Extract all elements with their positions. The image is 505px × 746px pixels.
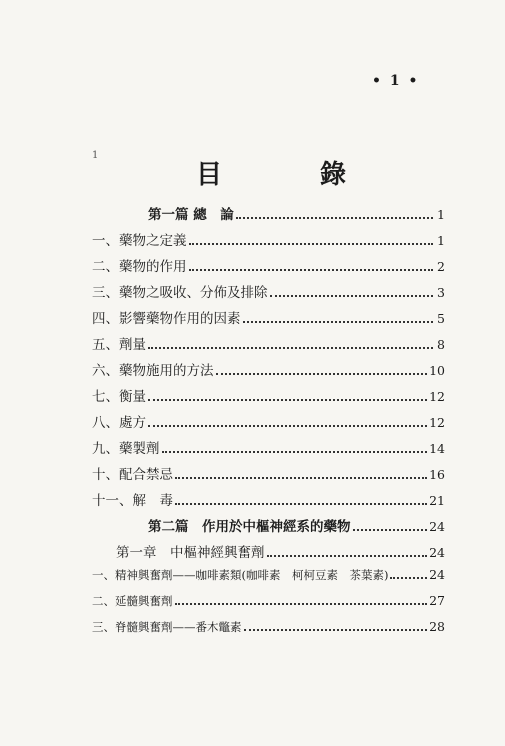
leader-dots: [353, 519, 428, 531]
toc-entry: [92, 385, 445, 405]
toc-entry: [92, 281, 445, 301]
leader-dots: [148, 389, 427, 401]
toc-entry-label: 三、脊髓興奮劑——番木鼈素: [92, 620, 242, 634]
toc-entry: [92, 333, 445, 353]
toc-entry: [92, 567, 445, 587]
toc-entry-label: 六、藥物施用的方法: [92, 363, 214, 379]
toc-title: [196, 154, 346, 191]
leader-dots: [189, 259, 434, 271]
toc-entry-page: 14: [429, 441, 445, 456]
toc-entry: [92, 255, 445, 275]
toc-entry-page: 24: [429, 567, 445, 582]
toc-entry-page: 8: [437, 337, 445, 352]
toc-entry-page: 12: [429, 415, 445, 430]
toc-entry-label: 一、藥物之定義: [92, 233, 187, 249]
toc-entry-page: 27: [429, 593, 445, 608]
toc-entry-label: 二、延髓興奮劑: [92, 594, 173, 608]
toc-entry-part-2: [148, 515, 445, 535]
leader-dots: [162, 441, 428, 453]
leader-dots: [236, 207, 433, 219]
toc-entry-label: 二、藥物的作用: [92, 259, 187, 275]
leader-dots: [148, 337, 433, 349]
toc-entry-part-1: [148, 203, 445, 223]
toc-entry: [92, 437, 445, 457]
toc-entry-page: 12: [429, 389, 445, 404]
toc-entry-label: 四、影響藥物作用的因素: [92, 311, 241, 327]
toc-entry: [92, 359, 445, 379]
margin-mark: 1: [92, 150, 99, 161]
toc-entry: [92, 307, 445, 327]
leader-dots: [390, 567, 427, 579]
toc-entry: [92, 411, 445, 431]
leader-dots: [216, 363, 428, 375]
leader-dots: [267, 545, 428, 557]
toc-entry-page: 24: [429, 519, 445, 534]
leader-dots: [270, 285, 434, 297]
toc-entry-label: 第一篇 總 論: [148, 207, 234, 223]
toc-entry: [92, 229, 445, 249]
toc-entry-page: 5: [437, 311, 445, 326]
toc-entry-page: 16: [429, 467, 445, 482]
toc-entry-label: 三、藥物之吸收、分佈及排除: [92, 285, 268, 301]
toc-entry: [92, 489, 445, 509]
toc-entry: [92, 593, 445, 613]
toc-entry-label: 一、精神興奮劑——咖啡素類(咖啡素 柯柯豆素 茶葉素): [92, 568, 389, 582]
toc-entry-page: 1: [437, 207, 445, 222]
toc-entry-page: 21: [429, 493, 445, 508]
page-number: • 1 •: [372, 73, 420, 89]
toc-entry-page: 3: [437, 285, 445, 300]
leader-dots: [175, 467, 427, 479]
leader-dots: [175, 493, 427, 505]
toc-title-char-1: 目: [196, 160, 223, 190]
toc-entry-label: 第一章 中樞神經興奮劑: [116, 545, 265, 561]
toc-entry-label: 七、衡量: [92, 389, 146, 405]
toc-entry-label: 九、藥製劑: [92, 441, 160, 457]
leader-dots: [148, 415, 427, 427]
leader-dots: [175, 593, 428, 605]
toc-entry-page: 24: [429, 545, 445, 560]
toc-entry: [92, 619, 445, 639]
toc-entry-chapter-1: [116, 541, 445, 561]
leader-dots: [244, 619, 428, 631]
toc-entry-label: 十一、解 毒: [92, 493, 173, 509]
toc-entry-page: 1: [437, 233, 445, 248]
toc-entry-page: 2: [437, 259, 445, 274]
leader-dots: [189, 233, 434, 245]
toc-entry-page: 28: [429, 619, 445, 634]
toc-entry: [92, 463, 445, 483]
toc-title-char-2: 錄: [319, 160, 346, 190]
leader-dots: [243, 311, 434, 323]
toc-entry-label: 十、配合禁忌: [92, 467, 173, 483]
toc-entry-label: 第二篇 作用於中樞神經系的藥物: [148, 519, 351, 535]
toc-entry-label: 五、劑量: [92, 337, 146, 353]
toc-entry-page: 10: [429, 363, 445, 378]
toc-entry-label: 八、處方: [92, 415, 146, 431]
